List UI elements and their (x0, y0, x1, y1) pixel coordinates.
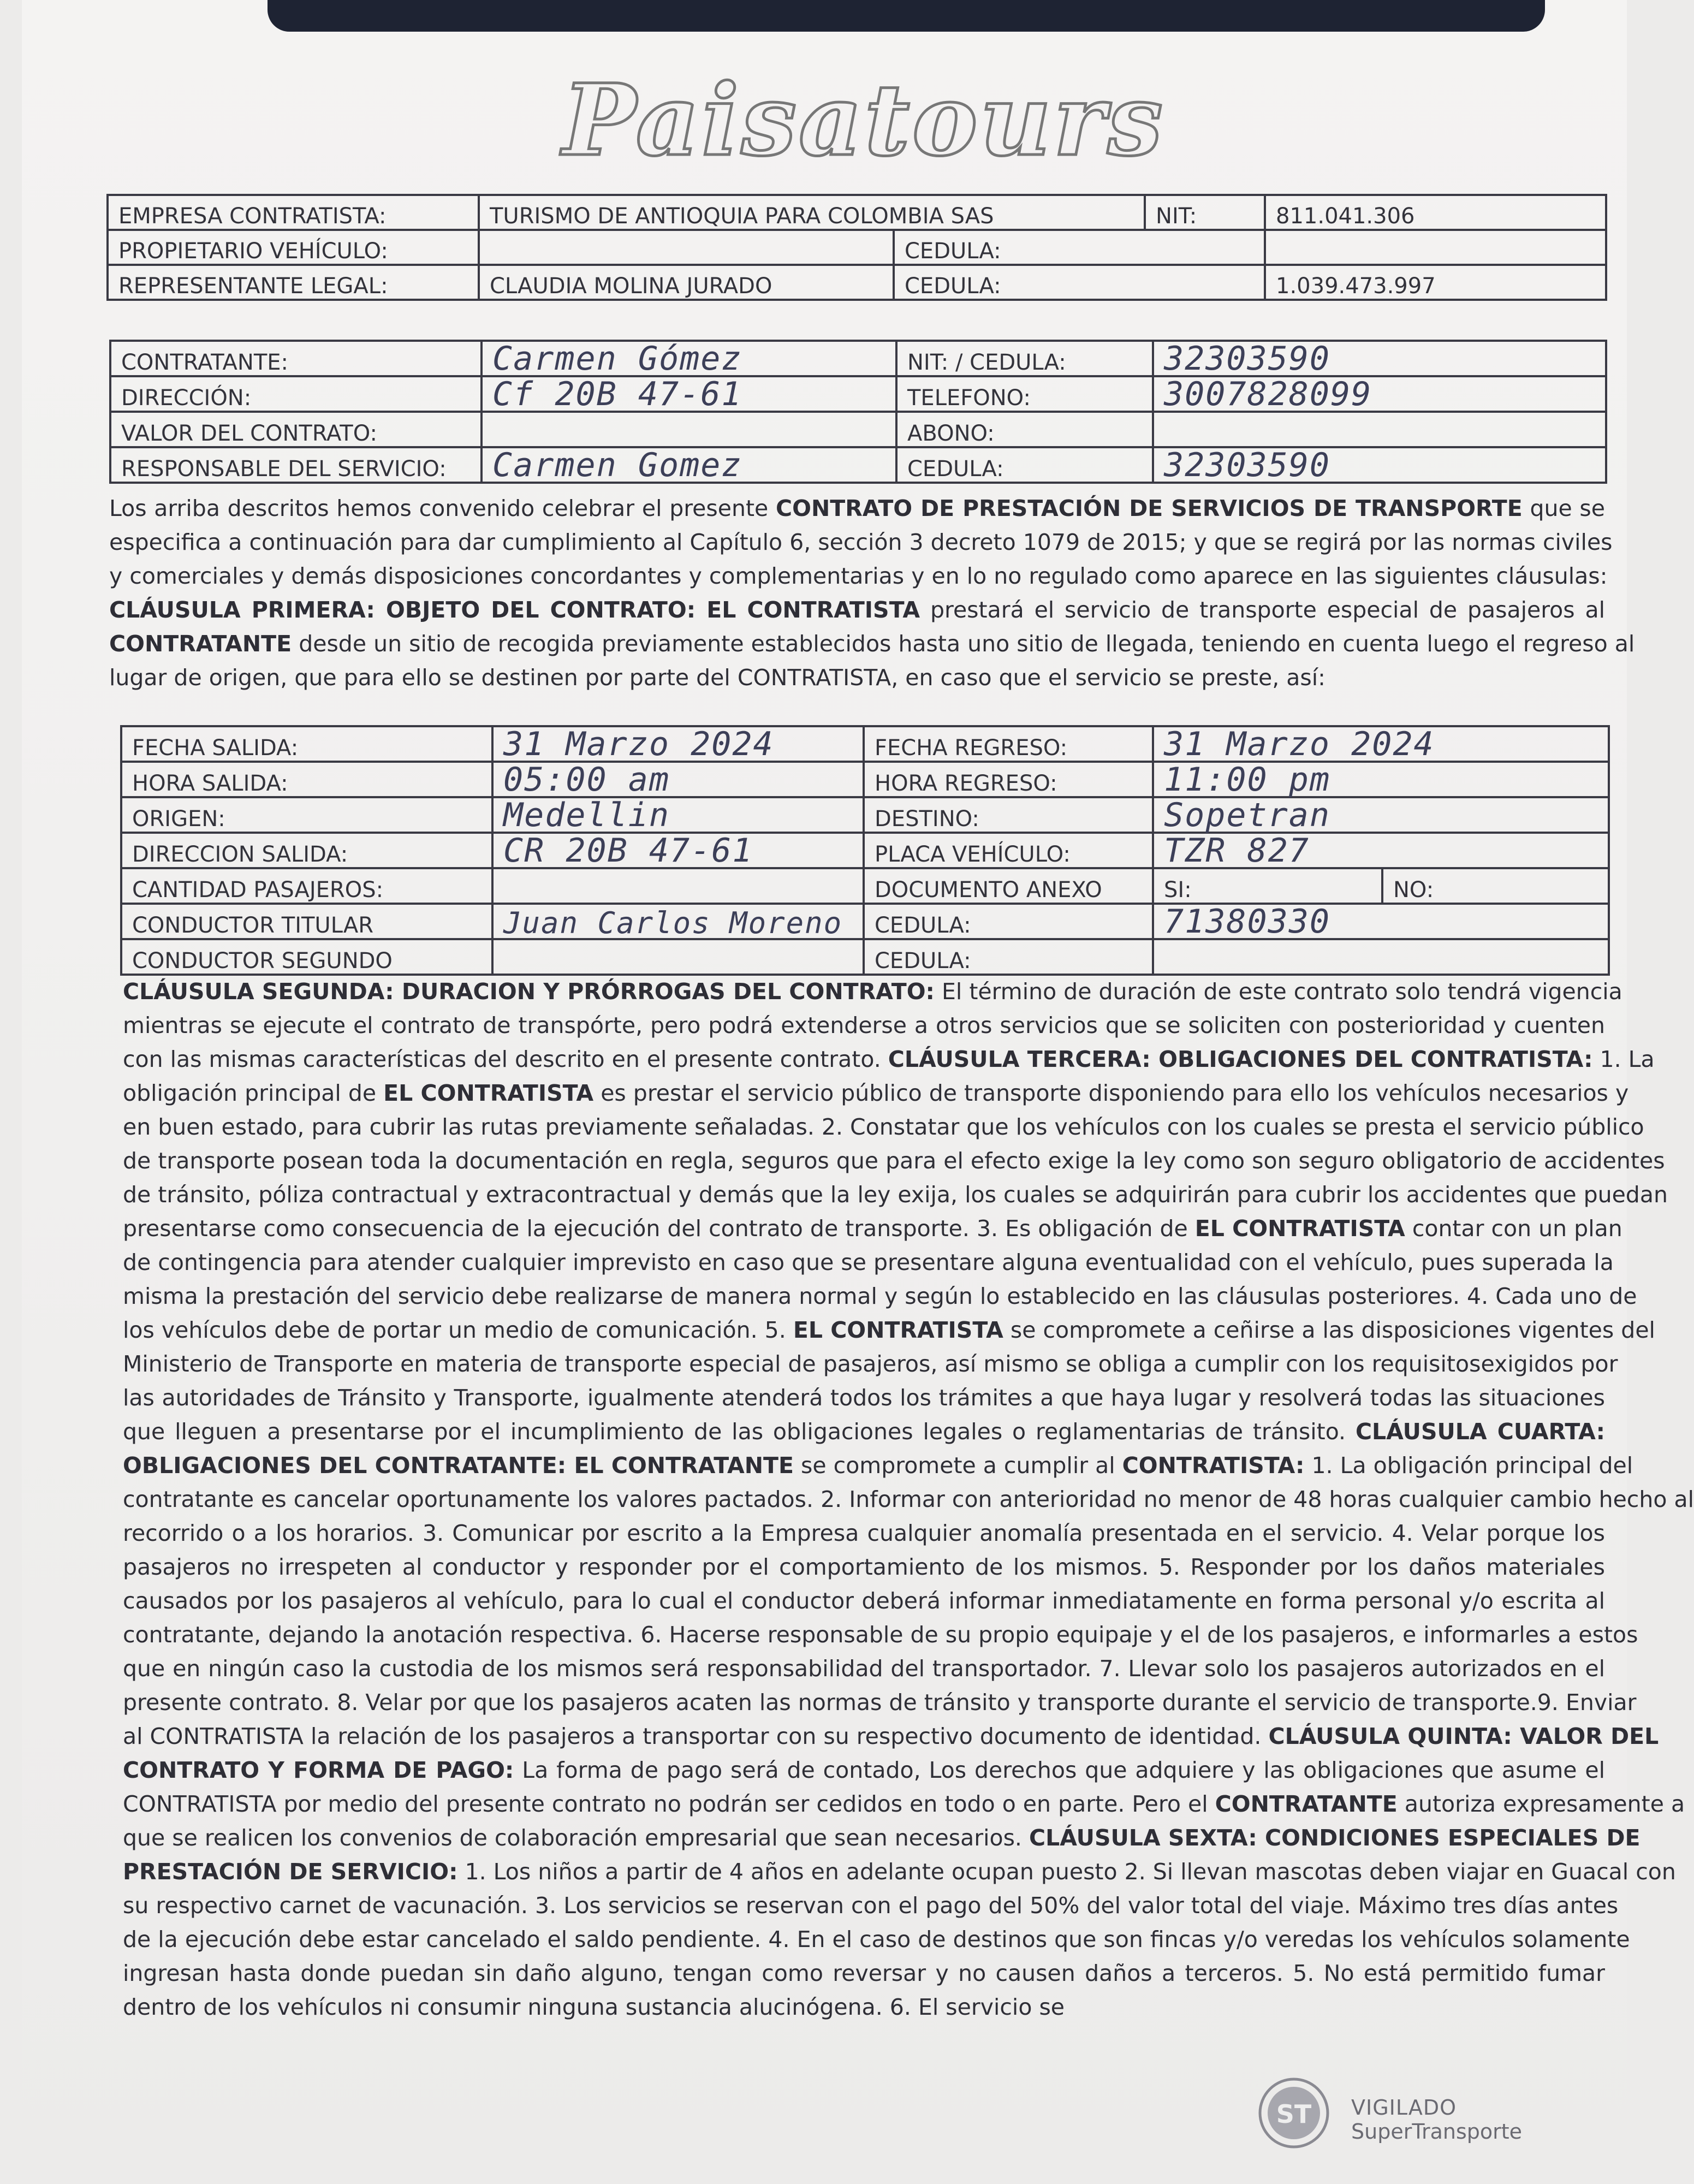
supertransporte-logo-icon (1256, 2075, 1332, 2151)
text-segment: con las mismas características del descrito en el presente contrato. (123, 1046, 888, 1072)
bold-text: OBLIGACIONES DEL CONTRATANTE: EL CONTRATANTE (123, 1452, 794, 1479)
text-line (109, 525, 1613, 559)
bold-text: CLÁUSULA TERCERA: OBLIGACIONES DEL CONTRATISTA: (888, 1046, 1593, 1072)
text-segment: Los arriba descritos hemos convenido celebrar el presente (109, 495, 776, 521)
fecha-regreso-value[interactable]: 31 Marzo 2024 (1153, 726, 1609, 762)
text-segment: causados por los pasajeros al vehículo, para lo cual el conductor deberá informar inmediatamente en forma personal y/o escrita al (123, 1588, 1605, 1614)
text-segment: lugar de origen, que para ello se destinen por parte del CONTRATISTA, en caso que el servicio se preste, así: (109, 664, 1326, 691)
table-row (110, 412, 1606, 447)
text-line (123, 1482, 1694, 1516)
text-line (123, 1618, 1638, 1652)
valor-contrato-label: VALOR DEL CONTRATO: (110, 412, 482, 447)
text-segment: su respectivo carnet de vacunación. 3. Los servicios se reservan con el pago del 50% del valor total del viaje. Máximo tres días antes (123, 1892, 1619, 1919)
text-line (123, 1516, 1605, 1550)
text-line (123, 1652, 1605, 1686)
table-row (108, 265, 1606, 300)
table-row (110, 376, 1606, 412)
propietario-cedula-label: CEDULA: (894, 230, 1265, 265)
propietario-cedula-value[interactable] (1265, 230, 1606, 265)
text-segment: 1. Los niños a partir de 4 años en adelante ocupan puesto 2. Si llevan mascotas deben viajar en Guacal con (457, 1859, 1676, 1885)
text-line (123, 1990, 1605, 2024)
documento-no-checkbox[interactable]: NO: (1382, 868, 1609, 904)
text-segment: contratante es cancelar oportunamente los valores pactados. 2. Informar con anterioridad no menor de 48 horas cualquier cambio hecho al (123, 1486, 1694, 1512)
representante-cedula-label: CEDULA: (894, 265, 1265, 300)
text-segment: misma la prestación del servicio debe realizarse de manera normal y según lo establecido en las cláusulas posteriores. 4. Cada uno de (123, 1283, 1637, 1309)
table-row (121, 726, 1609, 762)
table-row (121, 833, 1609, 868)
text-segment: y comerciales y demás disposiciones concordantes y complementarias y en lo no regulado como aparece en las siguientes cláusulas: (109, 563, 1608, 589)
text-line (123, 1347, 1618, 1381)
text-segment: de transporte posean toda la documentación en regla, seguros que para el efecto exige la ley como son seguro obligatorio de accidentes (123, 1148, 1665, 1174)
text-line (123, 1144, 1665, 1178)
text-segment: presente contrato. 8. Velar por que los pasajeros acaten las normas de tránsito y transporte durante el servicio de transporte.9. Enviar (123, 1689, 1637, 1716)
hora-regreso-label: HORA REGRESO: (864, 762, 1153, 797)
bold-text: CONTRATO DE PRESTACIÓN DE SERVICIOS DE TRANSPORTE (776, 495, 1523, 521)
text-line (123, 1076, 1629, 1110)
text-segment: El término de duración de este contrato solo tendrá vigencia (934, 978, 1622, 1005)
text-line (123, 1821, 1640, 1855)
direccion-label: DIRECCIÓN: (110, 376, 482, 412)
text-segment: ingresan hasta donde puedan sin daño alguno, tengan como reversar y no causen daños a terceros. 5. No está permitido fumar (123, 1960, 1605, 1986)
text-line (123, 1956, 1605, 1990)
text-segment: La forma de pago será de contado, Los derechos que adquiere y las obligaciones que asume el (514, 1757, 1605, 1783)
nit-value: 811.041.306 (1265, 195, 1606, 230)
table-row (121, 762, 1609, 797)
telefono-label: TELEFONO: (896, 376, 1153, 412)
propietario-value[interactable] (479, 230, 894, 265)
text-segment: recorrido o a los horarios. 3. Comunicar por escrito a la Empresa cualquier anomalía presentada en el servicio. 4. Velar porque los (123, 1520, 1605, 1546)
text-line (123, 1686, 1637, 1719)
responsable-cedula-value[interactable]: 32303590 (1153, 447, 1606, 483)
conductor-titular-label: CONDUCTOR TITULAR (121, 904, 492, 939)
text-segment: se compromete a cumplir al (794, 1452, 1122, 1479)
text-segment: CONTRATISTA por medio del presente contrato no podrán ser cedidos en todo o en parte. Pero el (123, 1791, 1215, 1817)
nit-label: NIT: (1145, 195, 1265, 230)
origen-label: ORIGEN: (121, 797, 492, 833)
logo-wordmark: Paisatours (562, 63, 1165, 178)
text-line (123, 1008, 1605, 1042)
text-line (123, 1922, 1630, 1956)
text-line (109, 491, 1605, 525)
direccion-salida-label: DIRECCION SALIDA: (121, 833, 492, 868)
conductor-cedula-label: CEDULA: (864, 904, 1153, 939)
text-line (109, 593, 1605, 627)
text-segment: especifica a continuación para dar cumplimiento al Capítulo 6, sección 3 decreto 1079 de 2015; y que se regirá por las normas civiles (109, 529, 1613, 555)
text-segment: al CONTRATISTA la relación de los pasajeros a transportar con su respectivo documento de identidad. (123, 1723, 1269, 1749)
nit-cedula-value[interactable]: 32303590 (1153, 341, 1606, 376)
valor-contrato-value[interactable] (482, 412, 896, 447)
company-info-table (106, 194, 1607, 301)
text-segment: obligación principal de (123, 1080, 384, 1106)
text-segment: de tránsito, póliza contractual y extracontractual y demás que la ley exija, los cuales se adquirirán para cubrir los accidentes que puedan (123, 1182, 1668, 1208)
placa-label: PLACA VEHÍCULO: (864, 833, 1153, 868)
text-line (123, 1584, 1605, 1618)
trip-info-table (120, 725, 1610, 976)
text-line (123, 1753, 1605, 1787)
representante-cedula-value: 1.039.473.997 (1265, 265, 1606, 300)
text-line (123, 1245, 1614, 1279)
contratante-value[interactable]: Carmen Gómez (482, 341, 896, 376)
abono-value[interactable] (1153, 412, 1606, 447)
contract-intro-paragraph (109, 491, 1635, 695)
text-segment: se compromete a ceñirse a las disposiciones vigentes del (1003, 1317, 1655, 1343)
text-line (123, 975, 1622, 1008)
direccion-value[interactable]: Cf 20B 47-61 (482, 376, 896, 412)
bold-text: CONTRATO Y FORMA DE PAGO: (123, 1757, 514, 1783)
text-segment: que se realicen los convenios de colaboración empresarial que sean necesarios. (123, 1825, 1029, 1851)
text-line (123, 1381, 1605, 1415)
representante-value: CLAUDIA MOLINA JURADO (479, 265, 894, 300)
table-row (121, 904, 1609, 939)
text-line (123, 1889, 1619, 1922)
text-line (123, 1110, 1644, 1144)
bold-text: CLÁUSULA QUINTA: VALOR DEL (1268, 1723, 1659, 1749)
hora-salida-value[interactable]: 05:00 am (492, 762, 864, 797)
text-line (109, 559, 1608, 593)
text-line (109, 627, 1635, 661)
cantidad-pasajeros-value[interactable] (492, 868, 864, 904)
text-line (123, 1719, 1659, 1753)
bold-text: CONTRATANTE (109, 631, 292, 657)
direccion-salida-value[interactable]: CR 20B 47-61 (492, 833, 864, 868)
representante-label: REPRESENTANTE LEGAL: (108, 265, 479, 300)
conductor-cedula-value[interactable]: 71380330 (1153, 904, 1609, 939)
table-row (121, 868, 1609, 904)
text-segment: de contingencia para atender cualquier imprevisto en caso que se presentare alguna eventualidad con el vehículo, pues superada la (123, 1249, 1614, 1275)
table-row (108, 195, 1606, 230)
table-row (110, 341, 1606, 376)
text-segment: es prestar el servicio público de transporte disponiendo para ello los vehículos necesarios y (593, 1080, 1629, 1106)
responsable-cedula-label: CEDULA: (896, 447, 1153, 483)
bold-text: EL CONTRATISTA (383, 1080, 594, 1106)
text-segment: Ministerio de Transporte en materia de transporte especial de pasajeros, así mismo se obliga a cumplir con los requisitosexigidos por (123, 1351, 1618, 1377)
client-info-table (109, 340, 1607, 484)
text-segment: mientras se ejecute el contrato de transpórte, pero podrá extenderse a otros servicios que se soliciten con posterioridad y cuenten (123, 1012, 1605, 1038)
contract-clauses-paragraph (123, 975, 1694, 2024)
text-line (123, 1550, 1605, 1584)
conductor-segundo-value[interactable] (492, 939, 864, 975)
text-segment: contratante, dejando la anotación respectiva. 6. Hacerse responsable de su propio equipaje y el de los pasajeros, e informarles a estos (123, 1622, 1638, 1648)
hora-salida-label: HORA SALIDA: (121, 762, 492, 797)
text-segment: prestará el servicio de transporte especial de pasajeros al (920, 597, 1605, 623)
text-segment: que en ningún caso la custodia de los mismos será responsabilidad del transportador. 7. Llevar solo los pasajeros autorizados en el (123, 1655, 1605, 1682)
bold-text: CLÁUSULA SEXTA: CONDICIONES ESPECIALES DE (1029, 1825, 1640, 1851)
text-segment: 1. La (1592, 1046, 1655, 1072)
table-row (121, 797, 1609, 833)
text-line (123, 1787, 1685, 1821)
fecha-salida-label: FECHA SALIDA: (121, 726, 492, 762)
text-segment: autoriza expresamente a (1397, 1791, 1685, 1817)
bold-text: EL CONTRATISTA (1194, 1215, 1405, 1242)
responsable-label: RESPONSABLE DEL SERVICIO: (110, 447, 482, 483)
table-row (110, 447, 1606, 483)
supertransporte-text: SuperTransporte (1351, 2120, 1523, 2144)
bold-text: CLÁUSULA SEGUNDA: DURACION Y PRÓRROGAS DEL CONTRATO: (123, 978, 935, 1005)
vigilado-text: VIGILADO (1351, 2096, 1457, 2120)
contratante-label: CONTRATANTE: (110, 341, 482, 376)
text-line (123, 1415, 1605, 1449)
bold-text: CLÁUSULA PRIMERA: OBJETO DEL CONTRATO: EL CONTRATISTA (109, 597, 920, 623)
destino-value[interactable]: Sopetran (1153, 797, 1609, 833)
text-segment: dentro de los vehículos ni consumir ninguna sustancia alucinógena. 6. El servicio se (123, 1994, 1065, 2020)
bold-text: CONTRATANTE (1215, 1791, 1398, 1817)
responsable-value[interactable]: Carmen Gomez (482, 447, 896, 483)
text-segment: desde un sitio de recogida previamente establecidos hasta uno sitio de llegada, teniendo en cuenta luego el regreso al (292, 631, 1635, 657)
text-segment: que se (1522, 495, 1606, 521)
table-row (108, 230, 1606, 265)
bold-text: PRESTACIÓN DE SERVICIO: (123, 1859, 458, 1885)
text-line (123, 1042, 1655, 1076)
destino-label: DESTINO: (864, 797, 1153, 833)
empresa-label: EMPRESA CONTRATISTA: (108, 195, 479, 230)
text-line (123, 1313, 1655, 1347)
text-line (109, 661, 1605, 695)
empresa-value: TURISMO DE ANTIOQUIA PARA COLOMBIA SAS (479, 195, 1145, 230)
documento-anexo-label: DOCUMENTO ANEXO (864, 868, 1153, 904)
text-line (123, 1449, 1633, 1482)
conductor-segundo-cedula-label: CEDULA: (864, 939, 1153, 975)
conductor-segundo-cedula-value[interactable] (1153, 939, 1609, 975)
fecha-salida-value[interactable]: 31 Marzo 2024 (492, 726, 864, 762)
table-row (121, 939, 1609, 975)
text-segment: pasajeros no irrespeten al conductor y responder por el comportamiento de los mismos. 5. Responder por los daños materiales (123, 1554, 1605, 1580)
origen-value[interactable]: Medellin (492, 797, 864, 833)
conductor-segundo-label: CONDUCTOR SEGUNDO (121, 939, 492, 975)
text-segment: en buen estado, para cubrir las rutas previamente señaladas. 2. Constatar que los vehículos con los cuales se presta el servicio público (123, 1114, 1644, 1140)
text-segment: los vehículos debe de portar un medio de comunicación. 5. (123, 1317, 793, 1343)
text-segment: las autoridades de Tránsito y Transporte, igualmente atenderá todos los trámites a que haya lugar y resolverá todas las situaciones (123, 1385, 1605, 1411)
text-line (123, 1855, 1676, 1889)
company-logo (562, 52, 1165, 183)
placa-value[interactable]: TZR 827 (1153, 833, 1609, 868)
cantidad-pasajeros-label: CANTIDAD PASAJEROS: (121, 868, 492, 904)
nit-cedula-label: NIT: / CEDULA: (896, 341, 1153, 376)
text-line (123, 1178, 1668, 1212)
text-line (123, 1279, 1637, 1313)
clipboard-edge (268, 0, 1545, 32)
fecha-regreso-label: FECHA REGRESO: (864, 726, 1153, 762)
bold-text: CLÁUSULA CUARTA: (1355, 1419, 1605, 1445)
text-segment: que lleguen a presentarse por el incumplimiento de las obligaciones legales o reglamentarias de tránsito. (123, 1419, 1356, 1445)
text-segment: 1. La obligación principal del (1304, 1452, 1633, 1479)
propietario-label: PROPIETARIO VEHÍCULO: (108, 230, 479, 265)
text-segment: de la ejecución debe estar cancelado el saldo pendiente. 4. En el caso de destinos que son fincas y/o veredas los vehículos solamente (123, 1926, 1630, 1952)
telefono-value[interactable]: 3007828099 (1153, 376, 1606, 412)
text-segment: contar con un plan (1405, 1215, 1622, 1242)
bold-text: CONTRATISTA: (1122, 1452, 1305, 1479)
abono-label: ABONO: (896, 412, 1153, 447)
text-segment: presentarse como consecuencia de la ejecución del contrato de transporte. 3. Es obligación de (123, 1215, 1195, 1242)
supertransporte-seal (1256, 2075, 1583, 2151)
seal-initials: ST (1276, 2099, 1312, 2129)
bold-text: EL CONTRATISTA (793, 1317, 1003, 1343)
documento-si-checkbox[interactable]: SI: (1153, 868, 1382, 904)
hora-regreso-value[interactable]: 11:00 pm (1153, 762, 1609, 797)
conductor-titular-value[interactable]: Juan Carlos Moreno (492, 904, 864, 939)
text-line (123, 1212, 1622, 1245)
